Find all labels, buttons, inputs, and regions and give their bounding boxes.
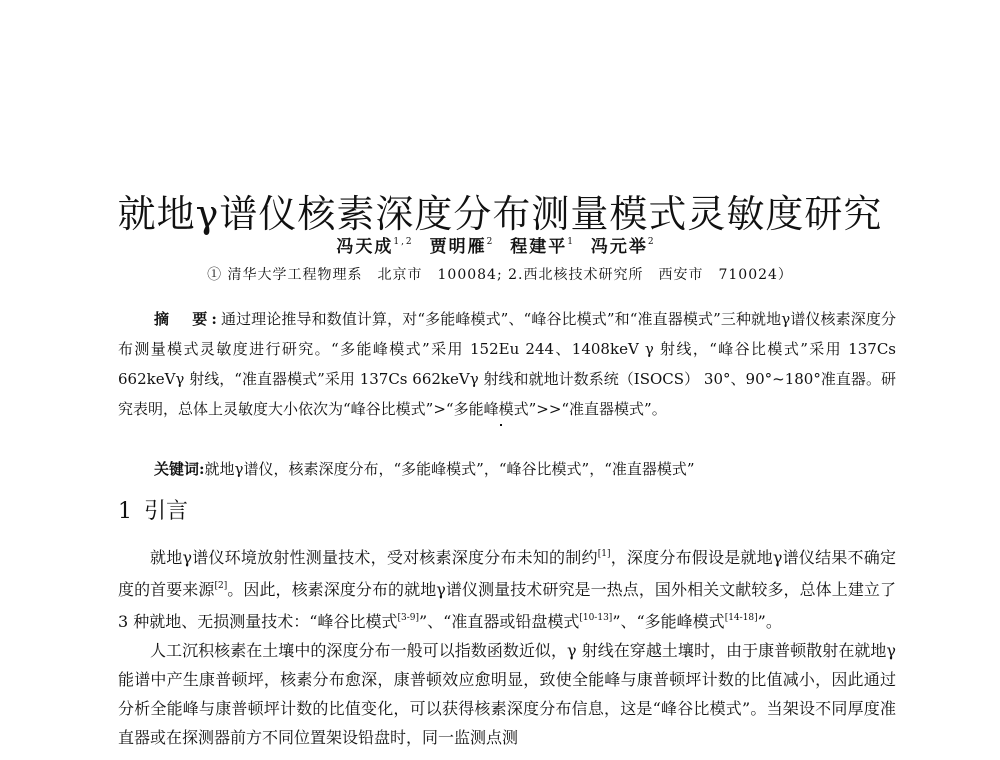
section-title: 引言 — [144, 499, 189, 524]
paper-title: 就地γ谱仪核素深度分布测量模式灵敏度研究 — [117, 192, 883, 237]
scan-dot — [500, 424, 502, 426]
body-text — [118, 540, 896, 752]
author-name: 程建平 — [510, 237, 568, 257]
section-heading — [118, 494, 188, 525]
paragraph — [118, 540, 896, 636]
author-list — [0, 232, 1000, 257]
text-run: ”、“准直器或铅盘模式 — [418, 612, 580, 631]
author-affil-mark: 2 — [647, 237, 656, 247]
author-affil-mark: 1 — [567, 237, 575, 247]
citation: [10-13] — [579, 613, 613, 623]
keywords — [154, 456, 894, 482]
author-name: 贾明雁 — [429, 237, 487, 257]
affiliation: ① 清华大学工程物理系 北京市 100084; 2.西北核技术研究所 西安市 710024） — [207, 267, 793, 283]
paragraph: 人工沉积核素在土壤中的深度分布一般可以指数函数近似，γ 射线在穿越土壤时，由于康普顿散射在就地γ能谱中产生康普顿坪，核素分布愈深，康普顿效应愈明显，致使全能峰与康普顿坪计数的比值减小，因此通过分析全能峰与康普顿坪计数的比值变化，可以获得核素深度分布信息，这是“峰谷比模式”。当架设不同厚度准直器或在探测器前方不同位置架设铅盘时，同一监测点测 — [118, 641, 896, 747]
text-run: ”。 — [757, 612, 782, 631]
abstract — [118, 304, 896, 424]
text-run: ，深度分布假设是就地γ谱仪结果不确定度的首要来源 — [118, 548, 896, 599]
keywords-label: 关键词: — [154, 460, 205, 478]
text-run: 就地γ谱仪环境放射性测量技术，受对核素深度分布未知的制约 — [150, 548, 598, 567]
citation: [1] — [597, 549, 611, 559]
section-number: 1 — [118, 499, 132, 524]
citation: [14-18] — [724, 613, 758, 623]
text-run: 。因此，核素深度分布的就地γ谱仪测量技术研究是一热点，国外相关文献较多，总体上建立了 3 种就地、无损测量技术：“峰谷比模式 — [118, 580, 896, 631]
text-run: ”、“多能峰模式 — [612, 612, 725, 631]
citation: [2] — [214, 581, 228, 591]
abstract-text: 通过理论推导和数值计算，对“多能峰模式”、“峰谷比模式”和“准直器模式”三种就地γ谱仪核素深度分布测量模式灵敏度进行研究。“多能峰模式”采用 152Eu 244、1408keV γ 射线，“峰谷比模式”采用 137Cs 662keVγ 射线，“准直器模式”采用 137Cs 662keVγ 射线和就地计数系统（ISOCS） 30°、90°~180°准直器。研究表明，总体上灵敏度大小依次为“峰谷比模式”>“多能峰模式”>>“准直器模式”。 — [118, 310, 896, 418]
author-affil-mark: 1,2 — [393, 237, 414, 247]
keywords-text: 就地γ谱仪，核素深度分布，“多能峰模式”，“峰谷比模式”，“准直器模式” — [204, 460, 695, 478]
author-affil-mark: 2 — [486, 237, 495, 247]
author-name: 冯元举 — [590, 237, 648, 257]
author-name: 冯天成 — [336, 237, 394, 257]
citation: [3-9] — [397, 613, 419, 623]
abstract-label: 摘 要: — [154, 310, 221, 328]
